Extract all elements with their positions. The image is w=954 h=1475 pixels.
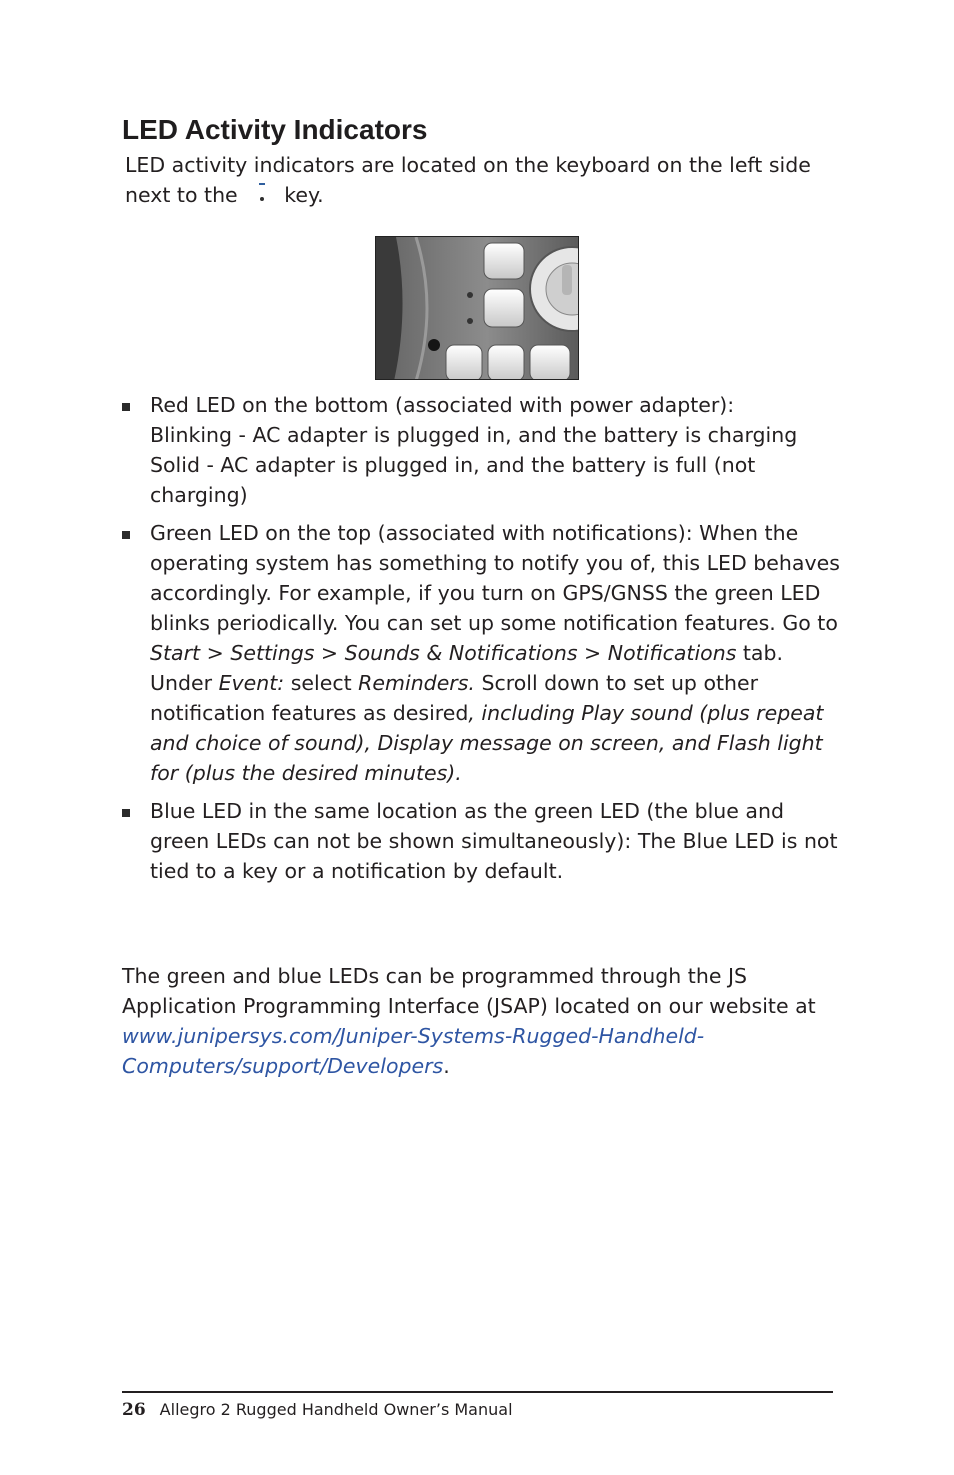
intro-text-before: LED activity indicators are located on the keyboard on the left side next to the xyxy=(125,153,811,207)
keyboard-led-photo xyxy=(375,236,579,380)
red-led-line-3: Solid - AC adapter is plugged in, and the battery is full (not charging) xyxy=(150,453,756,507)
intro-paragraph xyxy=(125,150,845,210)
page-number: 26 xyxy=(122,1400,146,1420)
bullet-square-icon xyxy=(122,809,130,817)
footer-divider xyxy=(122,1391,833,1393)
led-list xyxy=(122,390,842,894)
function-key-icon xyxy=(250,182,272,208)
list-item-blue-led xyxy=(122,796,842,886)
intro-text-after: key. xyxy=(284,183,324,207)
blue-led-text: Blue LED in the same location as the green LED (the blue and green LEDs can not be shown simultaneously): The Blue LED is not tied to a key or a notification by default. xyxy=(150,799,838,883)
manual-title: Allegro 2 Rugged Handheld Owner’s Manual xyxy=(159,1400,513,1419)
developers-link[interactable]: www.junipersys.com/Juniper-Systems-Rugged-Handheld-Computers/support/Developers xyxy=(122,1024,705,1078)
red-led-line-2: Blinking - AC adapter is plugged in, and the battery is charging xyxy=(150,423,798,447)
list-item-red-led xyxy=(122,390,842,510)
closing-paragraph: The green and blue LEDs can be programmed through the JS Application Programming Interface (JSAP) located on our website at www.junipersys.com/Juniper-Systems-Rugged-Handheld-Computers/support/Developers. xyxy=(122,964,816,1078)
green-led-text: Green LED on the top (associated with notifications): When the operating system has something to notify you of, this LED behaves accordingly. For example, if you turn on GPS/GNSS the green LED blinks periodically. You can set up some notification features. Go to Start > Settings > Sounds & Notifications > Notifications tab. Under Event: select Reminders. Scroll down to set up other notification features as desired, including Play sound (plus repeat and choice of sound), Display message on screen, and Flash light for (plus the desired minutes). xyxy=(150,521,840,785)
bullet-square-icon xyxy=(122,531,130,539)
list-item-green-led xyxy=(122,518,842,788)
section-heading: LED Activity Indicators xyxy=(122,114,428,145)
closing-text: The green and blue LEDs can be programmed through the JS Application Programming Interface (JSAP) located on our website at xyxy=(122,964,816,1018)
bullet-square-icon xyxy=(122,403,130,411)
red-led-line-1: Red LED on the bottom (associated with power adapter): xyxy=(150,393,735,417)
page-footer xyxy=(122,1400,513,1420)
